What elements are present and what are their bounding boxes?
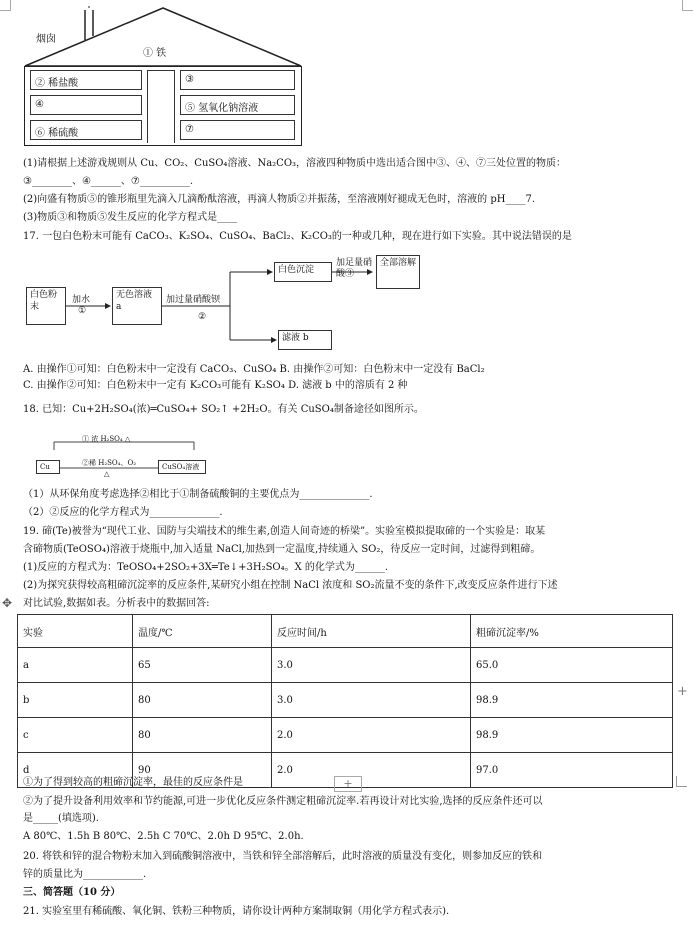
flow-box-filtrate: 滤液 b <box>278 330 332 350</box>
table-cell: 90 <box>133 753 272 788</box>
q18-sub: （2）②反应的化学方程式为______________. <box>23 507 223 518</box>
page-corner-top-right <box>682 0 693 11</box>
table-cell: b <box>18 683 133 718</box>
data-table <box>17 614 673 788</box>
q16-line: ③________、④______、⑦__________. <box>23 176 194 187</box>
house-cell-right: ⑤ 氢氧化钠溶液 <box>180 95 295 115</box>
q19-line: 含碲物质(TeOSO₄)溶液于烧瓶中,加入适量 NaCl,加热到一定温度,持续通入 SO₂，待反应一定时间，过滤得到粗碲。 <box>23 544 541 555</box>
q19-sub: ②为了提升设备利用效率和节约能源,可进一步优化反应条件测定粗碲沉淀率.若再设计对比实验,选择的反应条件还可以 <box>23 796 543 807</box>
q16-line: (1)请根据上述游戏规则从 Cu、CO₂、CuSO₄溶液、Na₂CO₃，溶液四种物质中选出适合图中③、④、⑦三处位置的物质： <box>23 158 567 169</box>
table-cell: 80 <box>133 683 272 718</box>
section-heading: 三、简答题（10 分） <box>23 887 121 898</box>
roof-label: ① 铁 <box>143 48 167 59</box>
flow-box-precipitate: 白色沉淀 <box>274 262 332 282</box>
q19-line: 对比试验,数据如表。分析表中的数据回答: <box>23 598 210 609</box>
q18-route1-label: ① 浓 H₂SO₄ △ <box>82 435 131 443</box>
q16-line: (2)向盛有物质⑤的锥形瓶里先滴入几滴酚酞溶液，再滴人物质②并振荡，至溶液刚好褪成无色时，溶液的 pH____7. <box>23 194 536 205</box>
move-handle-icon[interactable]: ✥ <box>2 596 13 610</box>
table-header-cell: 温度/℃ <box>133 615 272 648</box>
q20-line: 锌的质量比为____________. <box>23 869 147 880</box>
flow-label-add-barium-nitrate: 加过量硝酸钡 <box>166 295 221 305</box>
table-cell: 80 <box>133 718 272 753</box>
q19-sub: 是_____(填选项). <box>23 813 99 824</box>
house-cell-left: ⑥ 稀硫酸 <box>30 120 142 140</box>
q18-route2-label: ②稀 H₂SO₄、O₂ <box>82 459 137 467</box>
table-cell: 2.0 <box>272 718 471 753</box>
q19-line: (1)反应的方程式为：TeOSO₄+2SO₂+3X═Te↓+3H₂SO₄。X 的化学式为______. <box>23 562 389 573</box>
flow-label-step1: ① <box>78 306 87 316</box>
house-cell-right: ⑦ <box>180 120 295 140</box>
table-cell: d <box>18 753 133 788</box>
table-row <box>18 648 673 683</box>
table-cell: a <box>18 648 133 683</box>
table-cell: 65 <box>133 648 272 683</box>
flow-box-solution-a: 无色溶液 a <box>112 287 162 325</box>
table-cell: 98.9 <box>471 718 673 753</box>
q21-line: 21. 实验室里有稀硫酸、氧化铜、铁粉三种物质，请你设计两种方案制取铜（用化学方程式表示). <box>23 906 450 917</box>
q19-line: (2)为探究获得较高粗碲沉淀率的反应条件,某研究小组在控制 NaCl 浓度和 SO₂流量不变的条件下,改变反应条件进行下述 <box>23 580 558 591</box>
flow-label-add-water: 加水 <box>72 295 91 305</box>
table-header-row <box>18 615 673 648</box>
house-cell-right: ③ <box>180 70 295 90</box>
table-cell: 97.0 <box>471 753 673 788</box>
q17-stem: 17. 一包白色粉末可能有 CaCO₃、K₂SO₄、CuSO₄、BaCl₂、K₂CO₃的一种或几种，现在进行如下实验。其中说法错误的是 <box>23 231 572 242</box>
chimney-label: 烟囱 <box>36 34 56 45</box>
flow-label-step2: ② <box>198 312 207 322</box>
q19-options: A 80℃、1.5h B 80℃、2.5h C 70℃、2.0h D 95℃、2.0h. <box>23 831 304 842</box>
flow-box-powder: 白色粉末 <box>26 287 66 325</box>
q18-heat-label: △ <box>104 470 110 478</box>
page-corner-top-left <box>0 0 11 11</box>
add-column-icon[interactable]: + <box>677 684 688 699</box>
add-row-button[interactable]: + <box>334 776 362 792</box>
table-header-cell: 反应时间/h <box>272 615 471 648</box>
resize-handle-icon[interactable] <box>676 776 687 787</box>
q18-box-cu: Cu <box>36 460 60 474</box>
table-row <box>18 718 673 753</box>
table-cell: c <box>18 718 133 753</box>
q18-sub: （1）从环保角度考虑选择②相比于①制备硫酸铜的主要优点为______________. <box>23 489 373 500</box>
q18-box-product: CuSO₄溶液 <box>158 460 206 474</box>
table-row <box>18 683 673 718</box>
q19-line: 19. 碲(Te)被誉为“现代工业、国防与尖端技术的维生素,创造人间奇迹的桥梁”。实验室模拟提取碲的一个实验是：取某 <box>23 526 546 537</box>
house-cell-left: ④ <box>30 95 142 115</box>
table-header-cell: 粗碲沉淀率/% <box>471 615 673 648</box>
flow-label-add-nitric: 加足量硝酸③ <box>336 258 373 279</box>
table-cell: 3.0 <box>272 683 471 718</box>
table-cell: 2.0 <box>272 753 471 788</box>
house-cell-left: ② 稀盐酸 <box>30 70 142 90</box>
table-cell: 3.0 <box>272 648 471 683</box>
flow-box-all-dissolve: 全部溶解 <box>376 255 420 289</box>
q18-stem: 18. 已知：Cu+2H₂SO₄(浓)═CuSO₄+ SO₂↑ +2H₂O。有关 CuSO₄制备途径如图所示。 <box>23 404 424 415</box>
q17-option: A. 由操作①可知：白色粉末中一定没有 CaCO₃、CuSO₄ B. 由操作②可知：白色粉末中一定没有 BaCl₂ <box>23 364 485 375</box>
table-header-cell: 实验 <box>18 615 133 648</box>
q20-line: 20. 将铁和锌的混合物粉末加入到硫酸铜溶液中，当铁和锌全部溶解后，此时溶液的质量没有变化，则参加反应的铁和 <box>23 851 543 862</box>
q16-line: (3)物质③和物质⑤发生反应的化学方程式是____ <box>23 212 238 223</box>
q19-sub: ①为了得到较高的粗碲沉淀率，最佳的反应条件是_____ <box>23 777 268 788</box>
house-door <box>147 70 175 143</box>
table-cell: 65.0 <box>471 648 673 683</box>
table-cell: 98.9 <box>471 683 673 718</box>
q17-option: C. 由操作②可知：白色粉末中一定有 K₂CO₃可能有 K₂SO₄ D. 滤液 b 中的溶质有 2 种 <box>23 380 408 391</box>
